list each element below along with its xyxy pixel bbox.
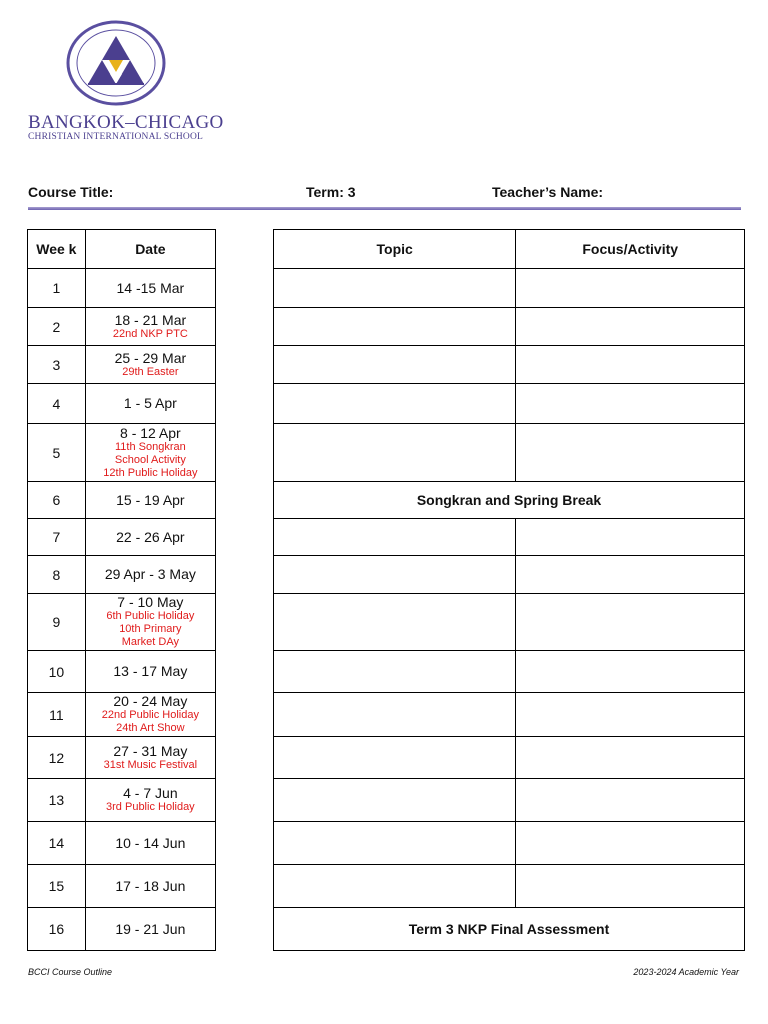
focus-activity-cell[interactable]: [516, 308, 745, 346]
table-row: [274, 822, 745, 865]
topic-cell[interactable]: [274, 651, 516, 693]
table-row: [274, 269, 745, 308]
focus-activity-cell[interactable]: [516, 346, 745, 384]
date-range: 8 - 12 Apr: [120, 424, 181, 441]
table-row: [28, 482, 216, 519]
date-range: 15 - 19 Apr: [116, 491, 185, 508]
date-cell: [85, 346, 215, 384]
header-divider: [28, 207, 741, 210]
table-row: [274, 482, 745, 519]
table-row: [28, 556, 216, 594]
date-event-note: 10th Primary: [119, 623, 182, 635]
table-row: [28, 908, 216, 951]
course-title-label: Course Title:: [28, 184, 114, 200]
date-cell: [85, 308, 215, 346]
table-row: [28, 308, 216, 346]
table-row: [274, 651, 745, 693]
focus-activity-cell[interactable]: [516, 384, 745, 424]
week-cell: 8: [28, 556, 86, 594]
table-row: [274, 556, 745, 594]
table-row: [28, 865, 216, 908]
table-row: [274, 384, 745, 424]
table-row: [274, 519, 745, 556]
focus-activity-cell[interactable]: [516, 519, 745, 556]
week-cell: 16: [28, 908, 86, 951]
focus-activity-cell[interactable]: [516, 269, 745, 308]
week-cell: 12: [28, 737, 86, 779]
date-range: 19 - 21 Jun: [115, 920, 186, 937]
topic-cell[interactable]: [274, 308, 516, 346]
table-row: [28, 737, 216, 779]
focus-activity-cell[interactable]: [516, 865, 745, 908]
topic-cell[interactable]: [274, 693, 516, 737]
table-row: [274, 737, 745, 779]
date-event-note: 12th Public Holiday: [103, 466, 198, 479]
table-row: [274, 424, 745, 482]
date-cell: [85, 424, 215, 482]
date-event-note: 29th Easter: [122, 365, 179, 378]
date-range: 29 Apr - 3 May: [104, 566, 196, 582]
table-row: [28, 693, 216, 737]
focus-activity-cell[interactable]: [516, 651, 745, 693]
date-cell: [85, 822, 215, 865]
topic-cell[interactable]: [274, 822, 516, 865]
merged-topic-cell: Songkran and Spring Break: [274, 482, 745, 519]
week-date-table: [27, 229, 216, 951]
table-row: [28, 384, 216, 424]
topic-cell[interactable]: [274, 865, 516, 908]
topic-focus-table: [273, 229, 745, 951]
footer-right: 2023-2024 Academic Year: [633, 967, 739, 977]
table-row: [274, 779, 745, 822]
date-range: 4 - 7 Jun: [123, 785, 178, 801]
date-event-note: School Activity: [114, 453, 186, 466]
merged-topic-cell: Term 3 NKP Final Assessment: [274, 908, 745, 951]
date-event-note: 22nd NKP PTC: [112, 327, 188, 340]
footer-left: BCCI Course Outline: [28, 967, 113, 977]
date-cell: [85, 693, 215, 737]
school-subtitle: CHRISTIAN INTERNATIONAL SCHOOL: [28, 132, 204, 142]
date-range: 13 - 17 May: [113, 663, 188, 679]
table-row: [274, 594, 745, 651]
date-header: Date: [85, 230, 215, 269]
date-event-note: 11th Songkran: [114, 440, 186, 453]
week-header: Wee k: [28, 230, 86, 269]
focus-activity-header: Focus/Activity: [516, 230, 745, 269]
date-cell: [85, 556, 215, 594]
focus-activity-cell[interactable]: [516, 822, 745, 865]
week-cell: 1: [28, 269, 86, 308]
date-range: 25 - 29 Mar: [114, 349, 187, 366]
week-cell: 11: [28, 693, 86, 737]
week-cell: 15: [28, 865, 86, 908]
focus-activity-cell[interactable]: [516, 779, 745, 822]
focus-activity-cell[interactable]: [516, 594, 745, 651]
date-range: 22 - 26 Apr: [116, 528, 185, 545]
table-row: [274, 865, 745, 908]
table-row: [28, 594, 216, 651]
week-cell: 13: [28, 779, 86, 822]
week-cell: 14: [28, 822, 86, 865]
table-row: [28, 519, 216, 556]
date-event-note: 24th Art Show: [116, 722, 185, 734]
table-row: [28, 269, 216, 308]
date-event-note: Market DAy: [121, 636, 179, 648]
date-cell: [85, 482, 215, 519]
date-range: 17 - 18 Jun: [115, 877, 186, 894]
topic-cell[interactable]: [274, 346, 516, 384]
table-row: [274, 308, 745, 346]
date-cell: [85, 519, 215, 556]
week-cell: 5: [28, 424, 86, 482]
date-cell: [85, 779, 215, 822]
table-row: [28, 779, 216, 822]
date-cell: [85, 865, 215, 908]
topic-cell[interactable]: [274, 384, 516, 424]
date-cell: [85, 269, 215, 308]
topic-cell[interactable]: [274, 779, 516, 822]
date-cell: [85, 737, 215, 779]
week-cell: 4: [28, 384, 86, 424]
school-name: BANGKOK–CHICAGO: [28, 112, 224, 133]
table-row: [274, 346, 745, 384]
topic-cell[interactable]: [274, 269, 516, 308]
date-range: 14 -15 Mar: [116, 279, 185, 296]
term-label: Term: 3: [306, 184, 356, 200]
focus-activity-cell[interactable]: [516, 424, 745, 482]
date-range: 27 - 31 May: [113, 742, 188, 759]
teacher-name-label: Teacher’s Name:: [492, 184, 604, 200]
table-row: [28, 822, 216, 865]
focus-activity-cell[interactable]: [516, 556, 745, 594]
date-range: 20 - 24 May: [113, 693, 188, 709]
date-event-note: 3rd Public Holiday: [106, 801, 195, 813]
topic-cell[interactable]: [274, 424, 516, 482]
topic-cell[interactable]: [274, 594, 516, 651]
date-range: 1 - 5 Apr: [123, 395, 177, 411]
school-logo: [66, 20, 166, 106]
week-cell: 7: [28, 519, 86, 556]
date-cell: [85, 594, 215, 651]
focus-activity-cell[interactable]: [516, 693, 745, 737]
date-event-note: 6th Public Holiday: [106, 610, 195, 622]
topic-cell[interactable]: [274, 519, 516, 556]
week-cell: 10: [28, 651, 86, 693]
date-cell: [85, 908, 215, 951]
week-cell: 2: [28, 308, 86, 346]
topic-header: Topic: [274, 230, 516, 269]
topic-cell[interactable]: [274, 737, 516, 779]
date-event-note: 31st Music Festival: [103, 758, 198, 771]
table-row: [28, 424, 216, 482]
table-row: [274, 693, 745, 737]
date-range: 18 - 21 Mar: [114, 311, 187, 328]
table-row: [28, 346, 216, 384]
date-cell: [85, 384, 215, 424]
table-row: [274, 908, 745, 951]
focus-activity-cell[interactable]: [516, 737, 745, 779]
table-row: [28, 651, 216, 693]
topic-cell[interactable]: [274, 556, 516, 594]
week-cell: 9: [28, 594, 86, 651]
date-range: 7 - 10 May: [117, 594, 184, 610]
date-range: 10 - 14 Jun: [115, 834, 186, 851]
date-cell: [85, 651, 215, 693]
date-event-note: 22nd Public Holiday: [101, 709, 199, 721]
week-cell: 3: [28, 346, 86, 384]
week-cell: 6: [28, 482, 86, 519]
